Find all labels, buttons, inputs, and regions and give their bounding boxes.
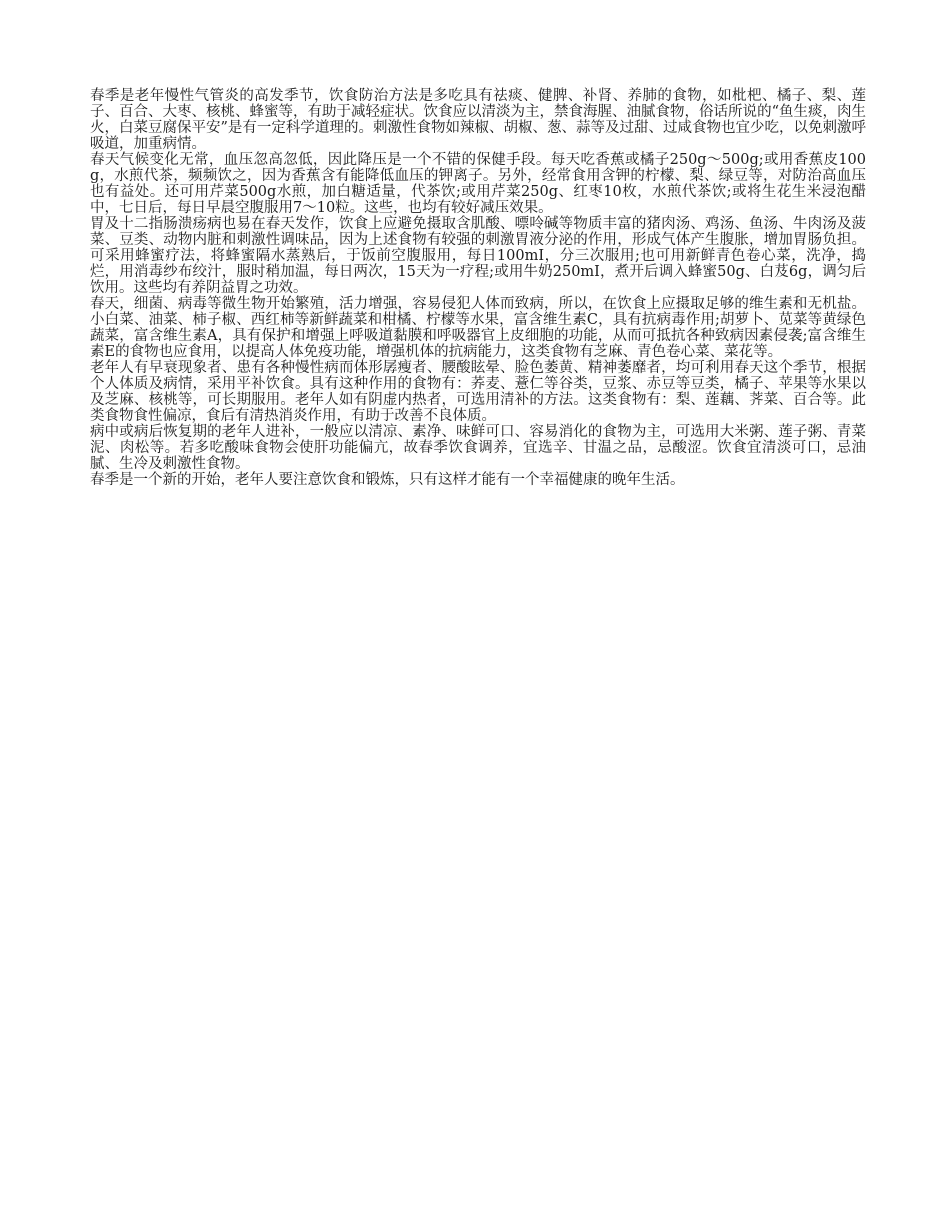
paragraph-recovery: 病中或病后恢复期的老年人进补，一般应以清凉、素净、味鲜可口、容易消化的食物为主，可选用大米粥、莲子粥、青菜泥、肉松等。若多吃酸味食物会使肝功能偏亢，故春季饮食调养，宜选辛、甘温之品，忌酸涩。饮食宜清淡可口，忌油腻、生冷及刺激性食物。 xyxy=(90,424,866,472)
document-body xyxy=(90,88,866,488)
paragraph-ulcer: 胃及十二指肠溃疡病也易在春天发作，饮食上应避免摄取含肌酸、嘌呤碱等物质丰富的猪肉汤、鸡汤、鱼汤、牛肉汤及菠菜、豆类、动物内脏和刺激性调味品，因为上述食物有较强的刺激胃液分泌的作用，形成气体产生腹胀，增加胃肠负担。可采用蜂蜜疗法，将蜂蜜隔水蒸熟后，于饭前空腹服用，每日100mI，分三次服用;也可用新鲜青色卷心菜，洗净，捣烂，用消毒纱布绞汁，服时稍加温，每日两次，15天为一疗程;或用牛奶250mI，煮开后调入蜂蜜50g、白芨6g，调匀后饮用。这些均有养阴益胃之功效。 xyxy=(90,216,866,296)
paragraph-tonic-diet: 老年人有早衰现象者、患有各种慢性病而体形孱瘦者、腰酸眩晕、脸色萎黄、精神萎靡者，均可利用春天这个季节，根据个人体质及病情，采用平补饮食。具有这种作用的食物有：荞麦、薏仁等谷类，豆浆、赤豆等豆类，橘子、苹果等水果以及芝麻、核桃等，可长期服用。老年人如有阴虚内热者，可选用清补的方法。这类食物有：梨、莲藕、荠菜、百合等。此类食物食性偏凉，食后有清热消炎作用，有助于改善不良体质。 xyxy=(90,360,866,424)
paragraph-blood-pressure: 春天气候变化无常，血压忽高忽低，因此降压是一个不错的保健手段。每天吃香蕉或橘子250g～500g;或用香蕉皮100g，水煎代茶，频频饮之，因为香蕉含有能降低血压的钾离子。另外，经常食用含钾的柠檬、梨、绿豆等，对防治高血压也有益处。还可用芹菜500g水煎，加白糖适量，代茶饮;或用芹菜250g、红枣10枚，水煎代茶饮;或将生花生米浸泡醋中，七日后，每日早晨空腹服用7～10粒。这些，也均有较好减压效果。 xyxy=(90,152,866,216)
paragraph-vitamins: 春天，细菌、病毒等微生物开始繁殖，活力增强，容易侵犯人体而致病，所以，在饮食上应摄取足够的维生素和无机盐。小白菜、油菜、柿子椒、西红柿等新鲜蔬菜和柑橘、柠檬等水果，富含维生素C，具有抗病毒作用;胡萝卜、苋菜等黄绿色蔬菜，富含维生素A，具有保护和增强上呼吸道黏膜和呼吸器官上皮细胞的功能，从而可抵抗各种致病因素侵袭;富含维生素E的食物也应食用，以提高人体免疫功能，增强机体的抗病能力，这类食物有芝麻、青色卷心菜、菜花等。 xyxy=(90,296,866,360)
paragraph-chronic-bronchitis: 春季是老年慢性气管炎的高发季节，饮食防治方法是多吃具有祛痰、健脾、补肾、养肺的食物，如枇杷、橘子、梨、莲子、百合、大枣、核桃、蜂蜜等，有助于减轻症状。饮食应以清淡为主，禁食海腥、油腻食物，俗话所说的“鱼生痰，肉生火，白菜豆腐保平安”是有一定科学道理的。刺激性食物如辣椒、胡椒、葱、蒜等及过甜、过咸食物也宜少吃，以免刺激呼吸道，加重病情。 xyxy=(90,88,866,152)
paragraph-conclusion: 春季是一个新的开始，老年人要注意饮食和锻炼，只有这样才能有一个幸福健康的晚年生活。 xyxy=(90,472,685,488)
